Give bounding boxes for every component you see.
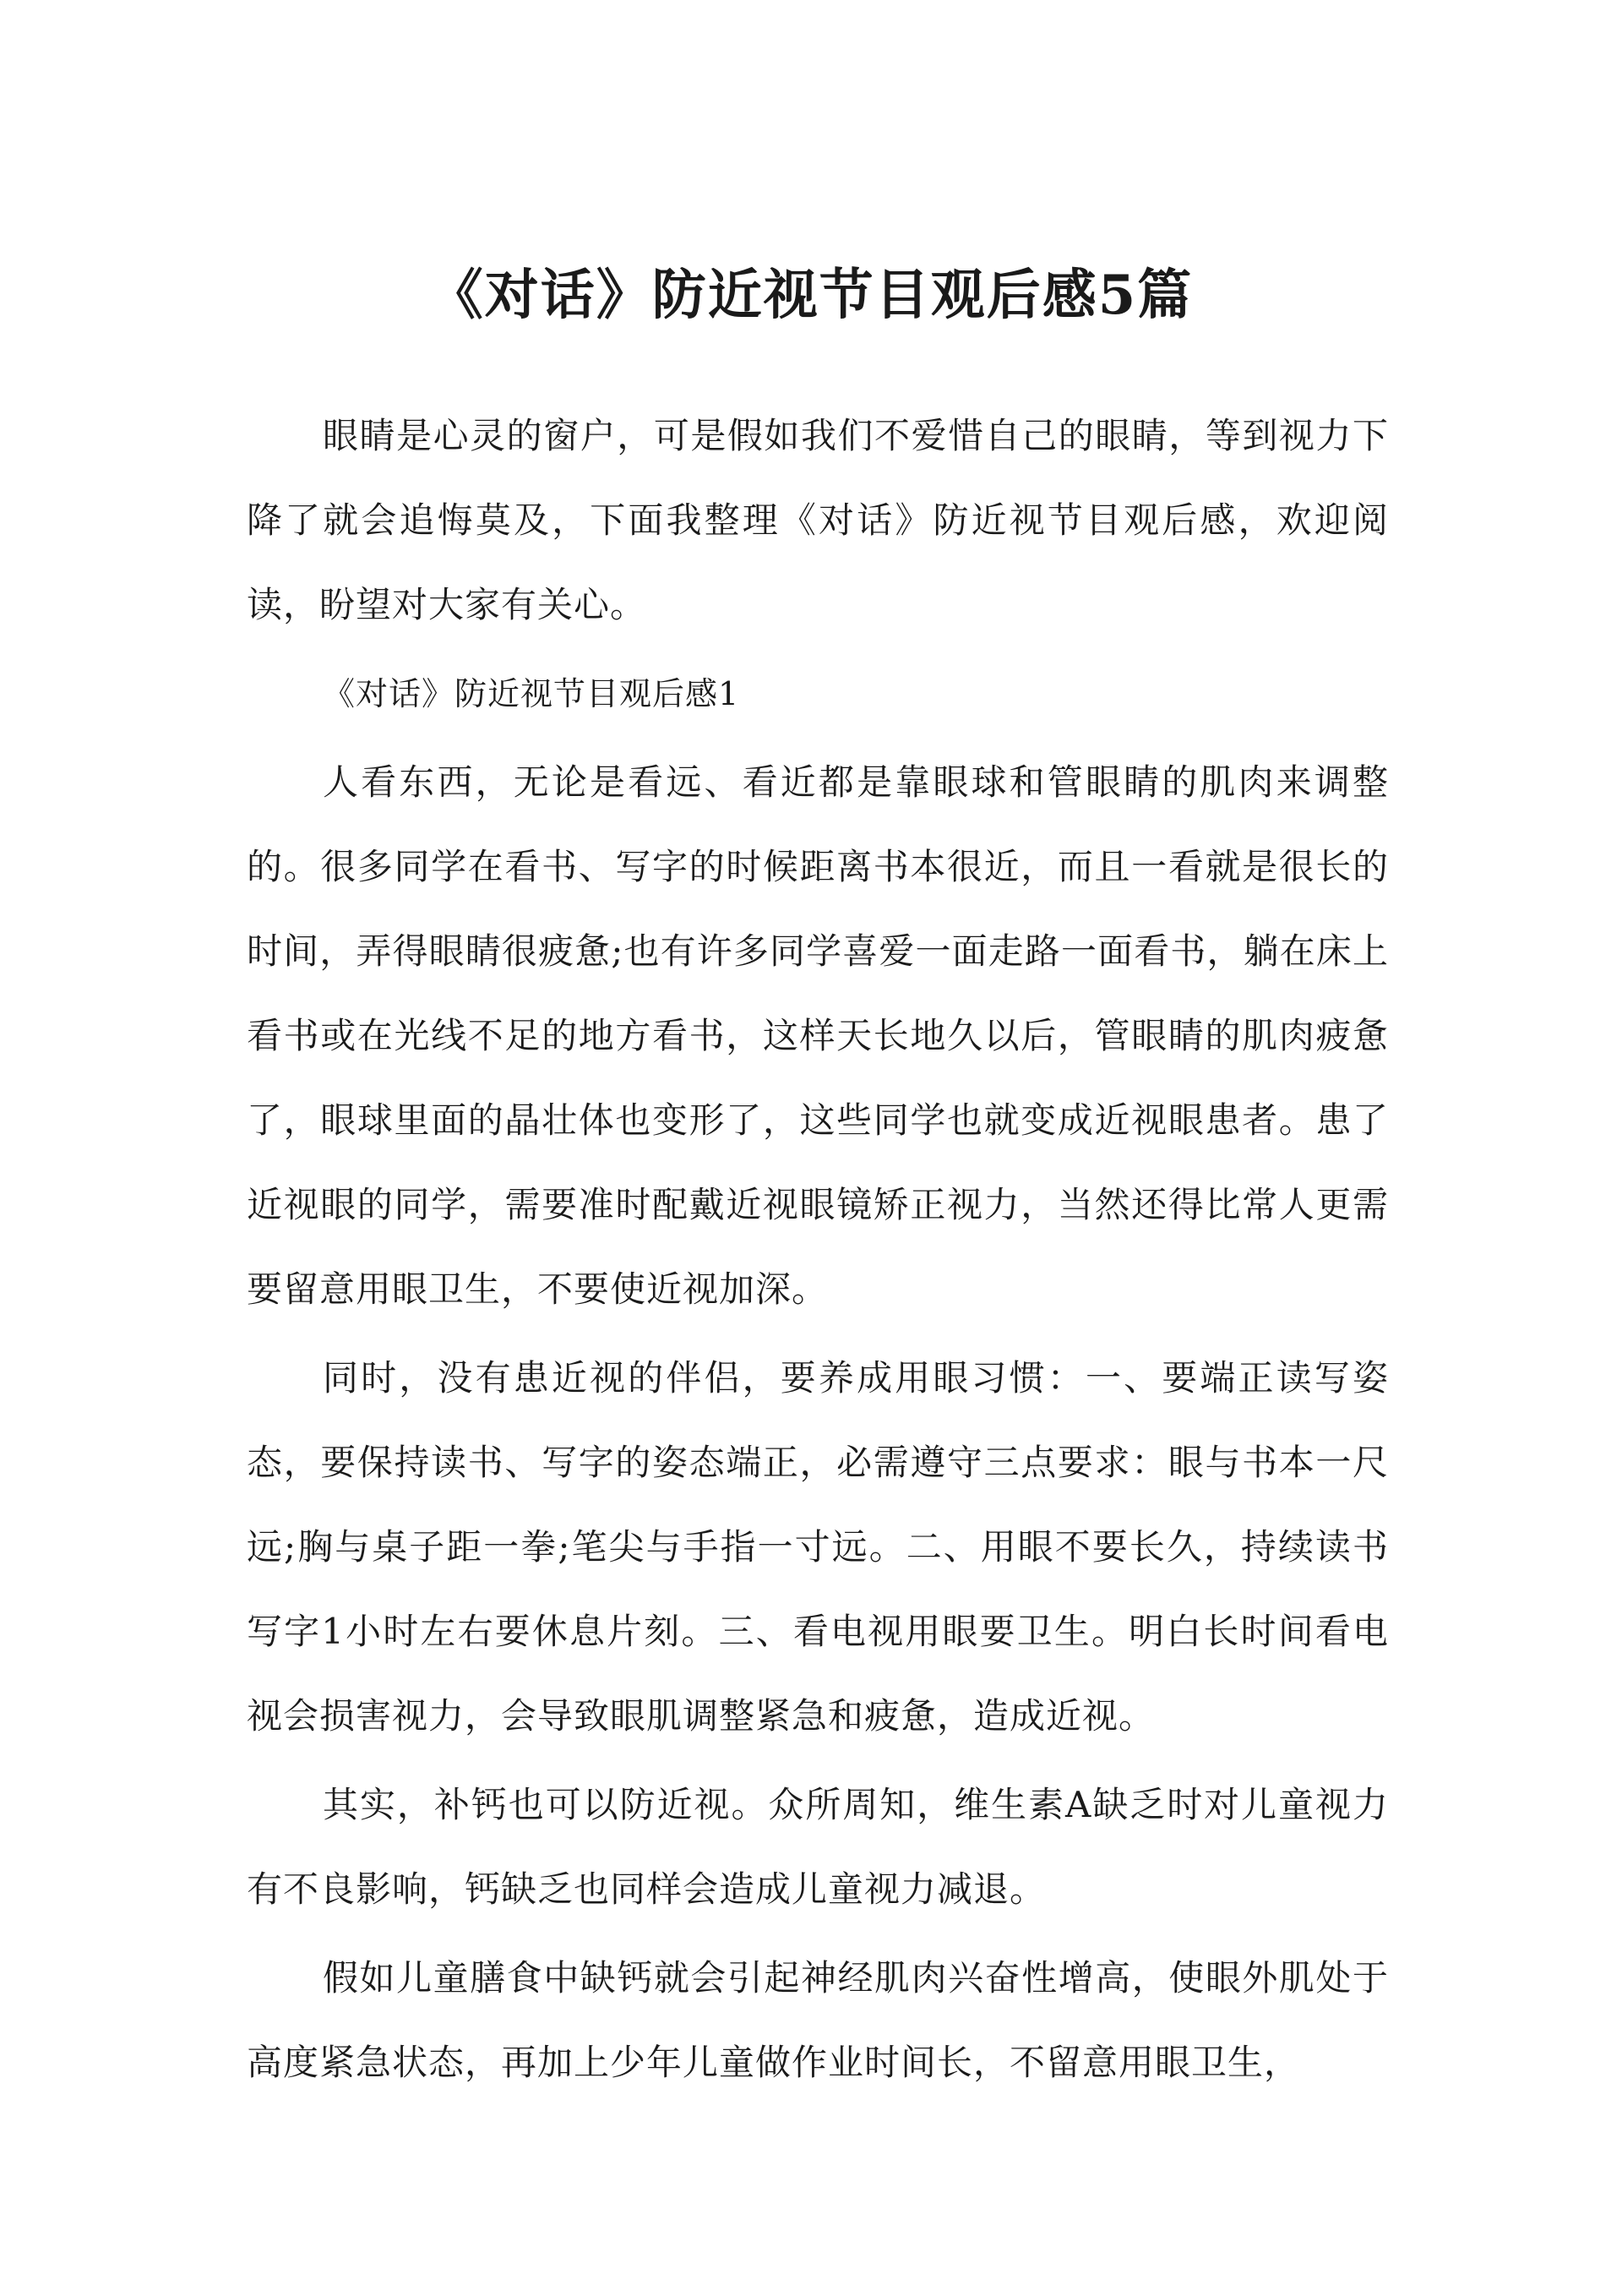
body-paragraph: 假如儿童膳食中缺钙就会引起神经肌肉兴奋性增高，使眼外肌处于高度紧急状态，再加上少年儿童做作业时间长，不留意用眼卫生， xyxy=(247,1957,1389,2083)
document-body xyxy=(247,394,1389,2109)
body-paragraph: 其实，补钙也可以防近视。众所周知，维生素A缺乏时对儿童视力有不良影响，钙缺乏也同样会造成儿童视力减退。 xyxy=(247,1784,1389,1910)
document-title: 《对话》防近视节目观后感5篇 xyxy=(428,264,1194,327)
body-paragraph: 同时，没有患近视的伴侣，要养成用眼习惯：一、要端正读写姿态，要保持读书、写字的姿态端正，必需遵守三点要求：眼与书本一尺远;胸与桌子距一拳;笔尖与手指一寸远。二、用眼不要长久，持续读书写字1小时左右要休息片刻。三、看电视用眼要卫生。明白长时间看电视会损害视力，会导致眼肌调整紧急和疲惫，造成近视。 xyxy=(247,1357,1389,1737)
intro-paragraph: 眼睛是心灵的窗户，可是假如我们不爱惜自己的眼睛，等到视力下降了就会追悔莫及，下面我整理《对话》防近视节目观后感，欢迎阅读，盼望对大家有关心。 xyxy=(247,415,1389,625)
body-paragraph: 人看东西，无论是看远、看近都是靠眼球和管眼睛的肌肉来调整的。很多同学在看书、写字的时候距离书本很近，而且一看就是很长的时间，弄得眼睛很疲惫;也有许多同学喜爱一面走路一面看书，躺在床上看书或在光线不足的地方看书，这样天长地久以后，管眼睛的肌肉疲惫了，眼球里面的晶壮体也变形了，这些同学也就变成近视眼患者。患了近视眼的同学，需要准时配戴近视眼镜矫正视力，当然还得比常人更需要留意用眼卫生，不要使近视加深。 xyxy=(247,761,1389,1310)
section-heading: 《对话》防近视节目观后感1 xyxy=(323,675,740,712)
